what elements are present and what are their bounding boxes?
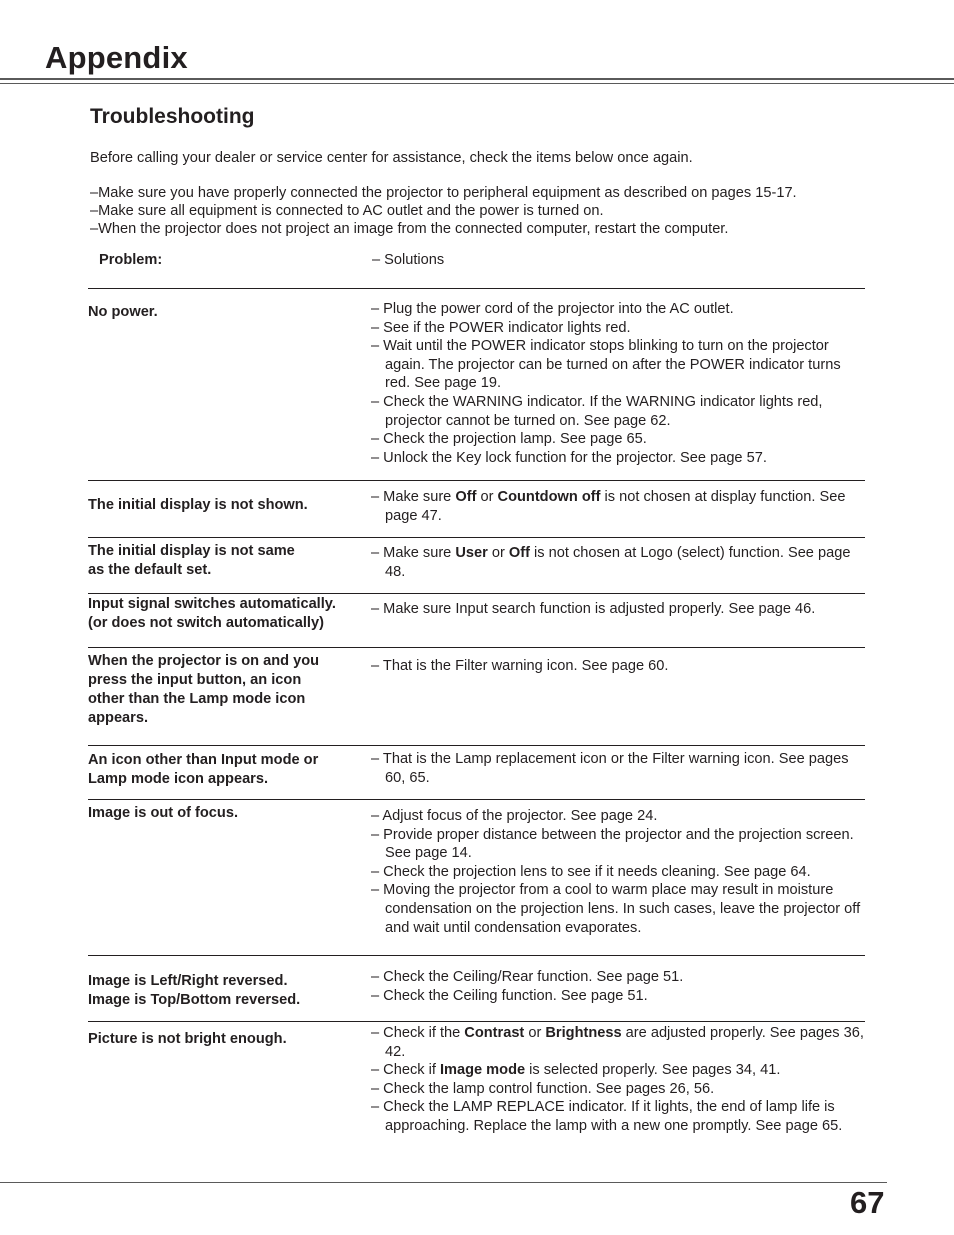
page-title: Appendix: [45, 40, 188, 75]
solution-emphasis: Countdown off: [497, 489, 601, 505]
table-row: [88, 480, 865, 538]
header-rule-thick: [0, 78, 954, 80]
solution-text: – That is the Lamp replacement icon or the Filter warning icon. See pages 60, 65.: [371, 751, 849, 786]
check-list: [90, 184, 890, 238]
solution-item: [371, 826, 865, 863]
table-row: [88, 647, 865, 746]
check-item: –When the projector does not project an image from the connected computer, restart the computer.: [90, 221, 729, 237]
problem-line: No power.: [88, 304, 158, 320]
solution-emphasis: User: [455, 545, 488, 561]
solution-text: – Check the WARNING indicator. If the WARNING indicator lights red, projector cannot be turned on. See page 62.: [371, 393, 823, 429]
solution-text: or: [524, 1025, 546, 1041]
solution-text: – See if the POWER indicator lights red.: [371, 319, 631, 336]
solution-item: [371, 319, 865, 338]
table-row: [88, 1021, 865, 1161]
solutions-cell: [371, 488, 865, 525]
problem-line: Lamp mode icon appears.: [88, 771, 269, 787]
solutions-cell: [371, 544, 865, 581]
solution-item: [371, 1080, 865, 1099]
solution-item: [371, 657, 865, 676]
problem-line: Image is Top/Bottom reversed.: [88, 992, 301, 1008]
page-header: [0, 0, 954, 90]
solution-text: is not chosen at display function. See page 47.: [385, 489, 846, 524]
solution-item: [371, 987, 865, 1006]
solution-item: [371, 968, 865, 987]
problem-cell: [88, 652, 363, 728]
problem-cell: [88, 542, 363, 580]
solution-text: – Make sure: [371, 545, 456, 561]
solution-text: – That is the Filter warning icon. See page 60.: [371, 658, 669, 674]
solutions-cell: [371, 807, 865, 937]
solution-text: – Check the lamp control function. See pages 26, 56.: [371, 1080, 715, 1097]
solution-text: – Check the LAMP REPLACE indicator. If it lights, the end of lamp life is approaching. Replace the lamp with a new one promptly. See page 65.: [371, 1099, 843, 1134]
solution-item: [371, 1098, 865, 1135]
solution-emphasis: Contrast: [464, 1025, 525, 1041]
table-row: [88, 799, 865, 956]
problem-cell: [88, 595, 363, 633]
intro-paragraph: Before calling your dealer or service center for assistance, check the items below once again.: [90, 150, 693, 166]
solution-text: or: [487, 545, 509, 561]
problem-line: press the input button, an icon: [88, 672, 302, 688]
page-number: 67: [850, 1185, 885, 1220]
solution-item: [371, 393, 865, 430]
solution-item: [371, 807, 865, 826]
solutions-column-header: – Solutions: [372, 252, 445, 268]
solution-item: [371, 544, 865, 581]
problem-cell: [88, 496, 363, 515]
check-item: –Make sure you have properly connected the projector to peripheral equipment as described on pages 15-17.: [90, 185, 797, 201]
solution-text: – Check if the: [371, 1025, 465, 1041]
solution-text: is selected properly. See pages 34, 41.: [525, 1062, 781, 1079]
problem-line: as the default set.: [88, 562, 212, 578]
solution-text: – Check the Ceiling function. See page 51.: [371, 987, 648, 1004]
problem-line: Input signal switches automatically.: [88, 596, 336, 612]
check-item: –Make sure all equipment is connected to AC outlet and the power is turned on.: [90, 203, 604, 219]
solution-emphasis: Off: [508, 545, 530, 561]
section-title: Troubleshooting: [90, 105, 255, 128]
solution-item: [371, 600, 865, 619]
solution-item: [371, 863, 865, 882]
footer-rule: [0, 1182, 887, 1183]
solution-emphasis: Brightness: [545, 1025, 622, 1041]
solutions-cell: [371, 300, 865, 467]
solution-text: – Check the projection lens to see if it needs cleaning. See page 64.: [371, 863, 811, 880]
problem-line: Picture is not bright enough.: [88, 1031, 287, 1047]
problem-line: An icon other than Input mode or: [88, 752, 319, 768]
problem-cell: [88, 751, 363, 789]
solution-item: [371, 337, 865, 393]
solution-text: – Moving the projector from a cool to warm place may result in moisture condensation on the projection lens. In such cases, leave the projector off and wait until condensation evaporates.: [371, 882, 861, 936]
solution-text: are adjusted properly. See pages 36, 42.: [385, 1025, 864, 1060]
problem-line: Image is Left/Right reversed.: [88, 973, 288, 989]
solution-text: – Adjust focus of the projector. See page 24.: [371, 808, 658, 824]
solution-text: – Check the projection lamp. See page 65.: [371, 431, 647, 448]
solution-text: is not chosen at Logo (select) function. See page 48.: [385, 545, 851, 580]
solution-item: [371, 449, 865, 468]
problem-cell: [88, 1030, 363, 1049]
solution-emphasis: Off: [455, 489, 477, 505]
solution-text: – Unlock the Key lock function for the projector. See page 57.: [371, 449, 767, 466]
problem-line: appears.: [88, 710, 149, 726]
table-header: [88, 252, 865, 289]
solution-item: [371, 1024, 865, 1061]
problem-line: When the projector is on and you: [88, 653, 320, 669]
problem-line: The initial display is not shown.: [88, 497, 308, 513]
solution-text: – Provide proper distance between the projector and the projection screen. See page 14.: [371, 826, 854, 862]
solutions-cell: [371, 657, 865, 676]
table-row: [88, 288, 865, 481]
solution-item: [371, 488, 865, 525]
problem-line: Image is out of focus.: [88, 805, 239, 821]
solutions-cell: [371, 968, 865, 1005]
header-rule-thin: [0, 83, 954, 84]
solution-emphasis: Image mode: [439, 1062, 526, 1079]
solution-item: [371, 430, 865, 449]
problem-column-header: Problem:: [99, 252, 163, 268]
problem-cell: [88, 303, 363, 322]
solutions-cell: [371, 1024, 865, 1136]
solution-item: [371, 750, 865, 787]
solution-text: – Check if: [371, 1062, 440, 1079]
table-row: [88, 537, 865, 594]
problem-cell: [88, 804, 363, 823]
solution-item: [371, 881, 865, 937]
solution-text: – Check the Ceiling/Rear function. See page 51.: [371, 969, 684, 985]
table-row: [88, 593, 865, 648]
solution-item: [371, 1061, 865, 1080]
table-row: [88, 745, 865, 800]
table-row: [88, 955, 865, 1022]
problem-line: (or does not switch automatically): [88, 615, 324, 631]
problem-cell: [88, 972, 363, 1010]
solution-text: – Make sure: [371, 489, 456, 505]
solution-text: or: [476, 489, 498, 505]
problem-line: The initial display is not same: [88, 543, 295, 559]
problem-line: other than the Lamp mode icon: [88, 691, 306, 707]
solutions-cell: [371, 600, 865, 619]
solution-item: [371, 300, 865, 319]
solution-text: – Plug the power cord of the projector into the AC outlet.: [371, 301, 734, 317]
solutions-cell: [371, 750, 865, 787]
solution-text: – Make sure Input search function is adjusted properly. See page 46.: [371, 601, 816, 617]
solution-text: – Wait until the POWER indicator stops blinking to turn on the projector again. The projector can be turned on after the POWER indicator turns red. See page 19.: [371, 338, 841, 392]
